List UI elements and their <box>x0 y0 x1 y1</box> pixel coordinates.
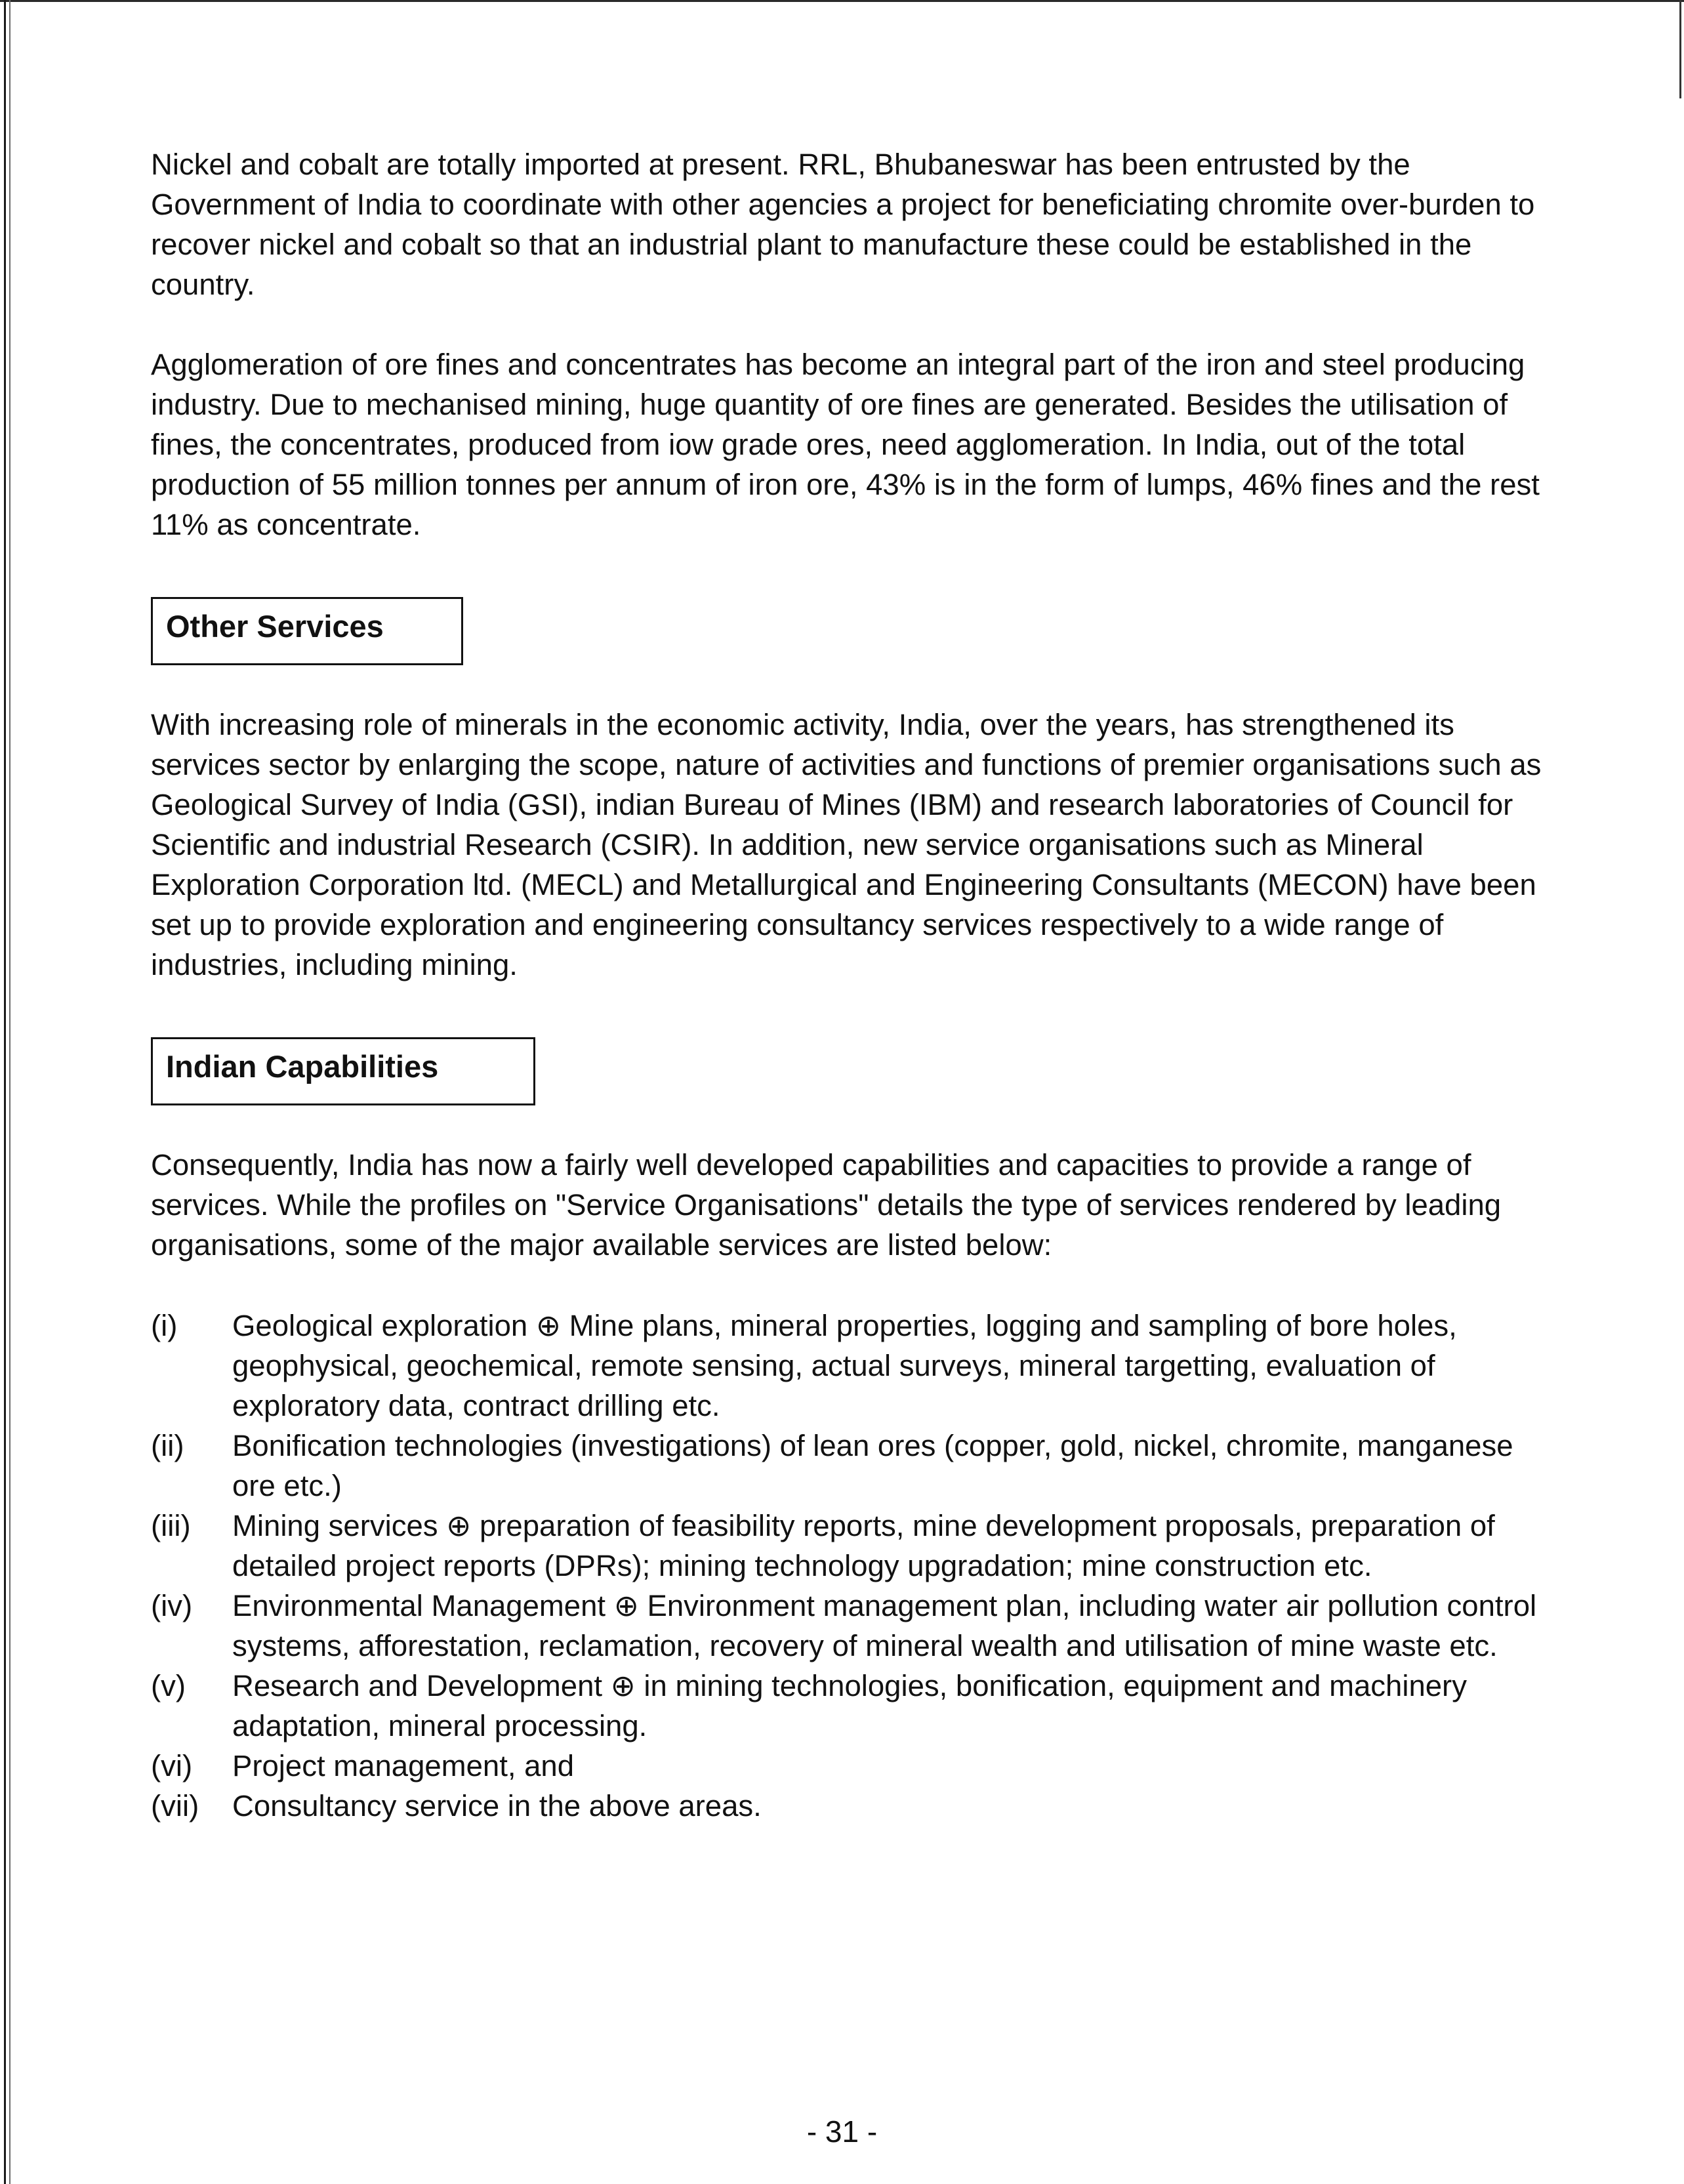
paragraph-services-sector: With increasing role of minerals in the economic activity, India, over the years, has strengthened its services sector by enlarging the scope, nature of activities and functions of premier organisations such as Geological Survey of India (GSI), indian Bureau of Mines (IBM) and research laboratories of Council for Scientific and industrial Research (CSIR). In addition, new service organisations such as Mineral Exploration Corporation ltd. (MECL) and Metallurgical and Engineering Consultants (MECON) have been set up to provide exploration and engineering consultancy services respectively to a wide range of industries, including mining. <box>151 708 1542 981</box>
list-item-number: (iv) <box>151 1589 193 1622</box>
paragraph-consequently: Consequently, India has now a fairly well developed capabilities and capacities to provide a range of services. While the profiles on "Service Organisations" details the type of services rendered by leading organisations, some of the major available services are listed below: <box>151 1148 1502 1262</box>
paragraph-nickel-cobalt: Nickel and cobalt are totally imported at present. RRL, Bhubaneswar has been entrusted by the Government of India to coordinate with other agencies a project for beneficiating chromite over-burden to recover nickel and cobalt so that an industrial plant to manufacture these could be established in the country. <box>151 148 1535 301</box>
list-item <box>151 1506 1542 1586</box>
list-item <box>151 1746 1542 1786</box>
scan-left-border <box>4 0 6 2184</box>
list-item <box>151 1586 1542 1666</box>
scan-right-border <box>1679 0 1681 98</box>
list-item <box>151 1786 1542 1826</box>
list-item-text: Project management, and <box>232 1749 575 1782</box>
paragraph-agglomeration: Agglomeration of ore fines and concentrates has become an integral part of the iron and steel producing industry. Due to mechanised mining, huge quantity of ore fines are generated. Besides the utilisation of fines, the concentrates, produced from iow grade ores, need agglomeration. In India, out of the total production of 55 million tonnes per annum of iron ore, 43% is in the form of lumps, 46% fines and the rest 11% as concentrate. <box>151 348 1540 541</box>
list-item <box>151 1666 1542 1746</box>
list-item-number: (ii) <box>151 1429 184 1462</box>
list-item-number: (vii) <box>151 1789 199 1823</box>
list-item-number: (vi) <box>151 1749 193 1782</box>
page-number: - 31 - <box>806 2114 878 2149</box>
list-item-text: Consultancy service in the above areas. <box>232 1789 762 1823</box>
list-item-text: Geological exploration ⊕ Mine plans, mineral properties, logging and sampling of bore holes, geophysical, geochemical, remote sensing, actual surveys, mineral targetting, evaluation of exploratory data, contract drilling etc. <box>232 1309 1457 1422</box>
list-item-number: (iii) <box>151 1509 191 1542</box>
list-item-number: (i) <box>151 1309 178 1342</box>
list-item-number: (v) <box>151 1669 186 1702</box>
list-item-text: Bonification technologies (investigations) of lean ores (copper, gold, nickel, chromite, manganese ore etc.) <box>232 1429 1513 1502</box>
heading-other-services: Other Services <box>151 597 463 665</box>
list-item-text: Environmental Management ⊕ Environment management plan, including water air pollution control systems, afforestation, reclamation, recovery of mineral wealth and utilisation of mine waste etc. <box>232 1589 1537 1662</box>
list-item <box>151 1306 1542 1426</box>
list-item <box>151 1426 1542 1506</box>
document-page <box>151 144 1542 1856</box>
list-item-text: Mining services ⊕ preparation of feasibility reports, mine development proposals, preparation of detailed project reports (DPRs); mining technology upgradation; mine construction etc. <box>232 1509 1495 1582</box>
heading-indian-capabilities: Indian Capabilities <box>151 1037 535 1105</box>
list-item-text: Research and Development ⊕ in mining technologies, bonification, equipment and machinery adaptation, mineral processing. <box>232 1669 1467 1742</box>
scan-left-border-inner <box>9 0 10 2184</box>
scan-top-border <box>0 0 1684 2</box>
services-list <box>151 1306 1542 1826</box>
